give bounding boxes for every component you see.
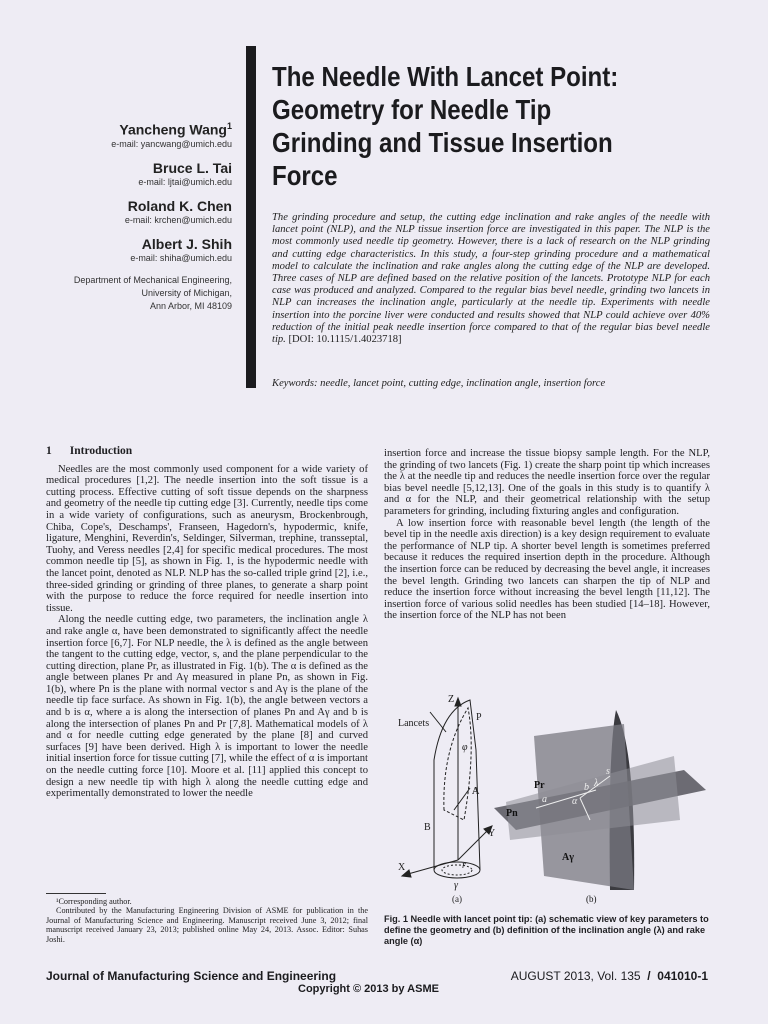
issue-date-volume: AUGUST 2013, Vol. 135 <box>510 969 641 983</box>
y-axis <box>458 830 488 860</box>
abstract <box>272 212 710 346</box>
author-entry <box>12 160 232 188</box>
doi[interactable]: [DOI: 10.1115/1.4023718] <box>288 334 402 346</box>
title-rule-bar <box>246 46 256 388</box>
footnote-rule <box>46 893 106 894</box>
section-heading: 1 Introduction <box>46 445 133 457</box>
label-a-vec: a <box>542 794 547 805</box>
label-a: A <box>472 786 480 797</box>
needle-lumen-ellipse <box>442 865 472 875</box>
paragraph: A low insertion force with reasonable bevel length (the length of the bevel tip in the needle axis direction) is a key design requirement to evaluate the performance of NLP tip. A shorter bevel length is sometimes preferred because it reduces the required insertion depth in the procedure. Although the insertion force can be reduced by decreasing the bevel angle, it increases the bevel length. Grinding two lancets can sharpen the tip of NLP and reduce the insertion force without increasing the bevel length [11,12]. The insertion force of various solid needles has been studied [14–18]. However, the insertion force of the NLP has not been <box>384 517 710 622</box>
paragraph: Along the needle cutting edge, two parameters, the inclination angle λ and rake angle α, have been demonstrated to significantly affect the needle insertion force [6,7]. For NLP needle, the λ is defined as the angle between the tangent to the cutting edge, vector, s, and the plane perpendicular to the cutting direction, plane Pr, as illustrated in Fig. 1(b). The α is defined as the angle between planes Pr and Aγ measured in plane Pn, as shown in Fig. 1(b), where Pn is the plane with normal vector s and Aγ is the plane of the needle tip face surface. As shown in Fig. 1(b), the angle between vectors a and b is α, where a is along the intersection of planes Pn and Aγ and b is along the intersection of planes Pn and Pr [7,8]. Mathematical models of λ and α for needle cutting edge generated by the plane [8] and curved surfaces [9] have been derived. High λ is important to lower the needle initial insertion force for tissue cutting [7], while the effect of α is important on the needle cutting force [10]. Moore et al. [11] applied this concept to design a new needle tip with high λ along the needle cutting edge and experimentally demonstrated to lower the needle <box>46 614 368 800</box>
author-list <box>12 118 232 313</box>
author-email[interactable]: e-mail: yancwang@umich.edu <box>111 138 232 149</box>
author-name: Roland K. Chen <box>127 197 232 214</box>
label-lambda: λ <box>594 778 599 789</box>
abstract-text: The grinding procedure and setup, the cutting edge inclination and rake angles of the needle with lancet point (NLP), and the NLP tissue insertion force are investigated in this paper. The NLP is the most commonly used needle tip geometry. However, there is a lack of research on the NLP grinding and cutting edge characteristics. In this study, a four-step grinding procedure and a mathematical model to calculate the inclination and rake angles along the cutting edge of the NLP are developed. Three cases of NLP are defined based on the relative position of the lancets. Prototype NLP for each case was produced and analyzed. Compared to the regular bias bevel needle, grinding two lancets in NLP can increases the inclination angle, particularly at the needle tip. Experiments with needle insertion into the porcine liver were conducted and results showed that NLP could achieve over 40% reduction of the initial peak needle insertion force compared to that of the regular bias bevel needle tip. <box>272 212 710 346</box>
label-s: s <box>606 766 610 777</box>
left-column <box>46 446 368 800</box>
footer-copyright: Copyright © 2013 by ASME <box>298 983 439 995</box>
author-name: Bruce L. Tai <box>152 159 232 176</box>
paragraph: insertion force and increase the tissue biopsy sample length. For the NLP, the grinding of two lancets (Fig. 1) create the sharp point tip which increases the λ at the needle tip and reduces the needle insertion force over the regular bias bevel needle [5,12,13]. One of the goals in this study is to quantify λ and α for the NLP, and their geometrical relationship with the setup parameters for grinding, including fixturing angles and configuration. <box>384 448 710 517</box>
article-number: 041010-1 <box>657 969 708 983</box>
lancets-leader <box>430 712 446 732</box>
footnote: ¹Corresponding author. <box>56 897 132 906</box>
label-b: B <box>424 822 431 833</box>
label-pn: Pn <box>506 808 518 819</box>
label-y: Y <box>488 828 496 839</box>
paragraph: Needles are the most commonly used component for a wide variety of medical procedures [1,2]. The needle insertion into the soft tissue is a cutting process. Effective cutting of soft tissue depends on the sharpness and geometry of the needle tip cutting edge [3]. Currently, needle tips come in a wide variety of configurations, such as aneurysm, Brockenbrough, Chiba, Cope's, Deschamps', Franseen, Hagedorn's, hypodermic, knife, ligature, Menghini, Reverdin's, Seldinger, Silverman, trephine, transseptal, Tuohy, and Veress needles [2,4] for specific medical procedures. The most common needle tip [5], as shown in Fig. 1, is the hypodermic needle with the lancet point, denoted as NLP. NLP has the so-called triple grind [2], i.e., three-sided grinding or grinding of three planes, to generate a sharp point with the purpose to reduce the force required for needle insertion into tissue. <box>46 463 368 614</box>
author-entry <box>12 236 232 264</box>
label-p: P <box>476 712 482 723</box>
label-z: Z <box>448 694 455 705</box>
keywords: Keywords: needle, lancet point, cutting edge, inclination angle, insertion force <box>272 378 606 389</box>
affiliation: Department of Mechanical Engineering, University of Michigan, Ann Arbor, MI 48109 <box>73 274 232 311</box>
author-name: Albert J. Shih <box>141 235 232 252</box>
subfigure-a-label: (a) <box>452 894 462 904</box>
needle-base-ellipse <box>434 862 480 878</box>
label-lancets: Lancets <box>398 718 430 729</box>
figure-1-drawing <box>384 690 712 906</box>
paper-title: The Needle With Lancet Point: Geometry for Needle Tip Grinding and Tissue Insertion Force <box>272 61 619 191</box>
author-email[interactable]: e-mail: shiha@umich.edu <box>130 252 232 263</box>
label-r: r <box>462 860 466 871</box>
label-ay: Aγ <box>562 852 574 863</box>
author-entry <box>12 198 232 226</box>
figure-1 <box>384 690 712 906</box>
label-x: X <box>398 862 406 873</box>
figure-1b-schematic <box>494 710 706 890</box>
right-column <box>384 448 710 622</box>
figure-caption: Fig. 1 Needle with lancet point tip: (a) schematic view of key parameters to define the geometry and (b) definition of the inclination angle (λ) and rake angle (α) <box>384 914 709 946</box>
footer-journal-name: Journal of Manufacturing Science and Engineering <box>46 969 337 983</box>
label-gamma: γ <box>454 880 458 891</box>
author-email[interactable]: e-mail: krchen@umich.edu <box>124 214 232 225</box>
label-phi: φ <box>462 742 468 753</box>
author-email[interactable]: e-mail: ljtai@umich.edu <box>138 176 232 187</box>
author-entry <box>12 118 232 150</box>
author-name: Yancheng Wang$^1$ <box>119 121 232 138</box>
label-alpha: α <box>572 796 578 807</box>
footnote: Contributed by the Manufacturing Engineering Division of ASME for publication in the Journal of Manufacturing Science and Engineering. Manuscript received June 3, 2012; final manuscript received January 23, 2013; published online May 24, 2013. Assoc. Editor: Suhas Joshi. <box>46 906 368 944</box>
label-pr: Pr <box>534 780 545 791</box>
label-b-vec: b <box>584 782 589 793</box>
footnotes <box>46 897 368 944</box>
subfigure-b-label: (b) <box>586 894 597 904</box>
footer-issue <box>511 969 708 983</box>
footer-slash: / <box>647 969 651 983</box>
